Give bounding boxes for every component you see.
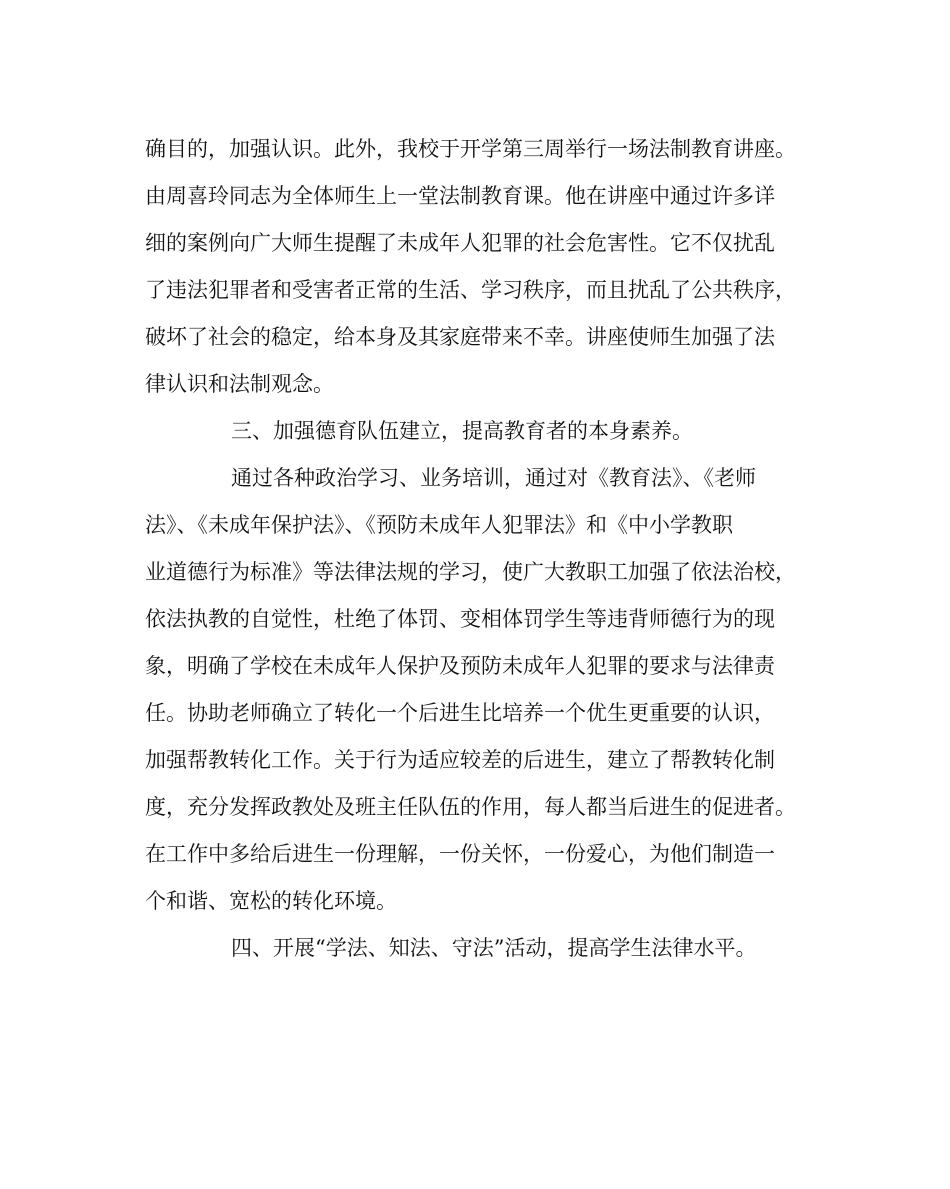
text-line: 依法执教的自觉性，杜绝了体罚、变相体罚学生等违背师德行为的现 xyxy=(145,607,775,631)
text-line: 了违法犯罪者和受害者正常的生活、学习秩序，而且扰乱了公共秩序， xyxy=(145,278,796,302)
text-line: 象，明确了学校在未成年人保护及预防未成年人犯罪的要求与法律责 xyxy=(145,654,775,678)
text-line: 确目的，加强认识。此外，我校于开学第三周举行一场法制教育讲座。 xyxy=(145,137,796,161)
text-line: 通过各种政治学习、业务培训，通过对《教育法》、《老师 xyxy=(231,466,756,490)
text-line: 在工作中多给后进生一份理解，一份关怀，一份爱心，为他们制造一 xyxy=(145,842,775,866)
text-line: 加强帮教转化工作。关于行为适应较差的后进生，建立了帮教转化制 xyxy=(145,748,775,772)
text-line: 业道德行为标准》等法律法规的学习，使广大教职工加强了依法治校， xyxy=(145,560,796,584)
text-line: 由周喜玲同志为全体师生上一堂法制教育课。他在讲座中通过许多详 xyxy=(145,184,775,208)
text-line: 度，充分发挥政教处及班主任队伍的作用，每人都当后进生的促进者。 xyxy=(145,795,796,819)
text-line: 律认识和法制观念。 xyxy=(145,372,334,396)
section-heading-3: 三、加强德育队伍建立，提高教育者的本身素养。 xyxy=(231,419,693,443)
text-line: 任。协助老师确立了转化一个后进生比培养一个优生更重要的认识， xyxy=(145,701,775,725)
text-line: 破坏了社会的稳定，给本身及其家庭带来不幸。讲座使师生加强了法 xyxy=(145,325,775,349)
text-line: 个和谐、宽松的转化环境。 xyxy=(145,889,397,913)
text-line: 细的案例向广大师生提醒了未成年人犯罪的社会危害性。它不仅扰乱 xyxy=(145,231,775,255)
section-heading-4: 四、开展“学法、知法、守法”活动，提高学生法律水平。 xyxy=(231,936,757,960)
document-body xyxy=(145,126,825,972)
text-line: 法》、《未成年保护法》、《预防未成年人犯罪法》和《中小学教职 xyxy=(145,513,733,537)
